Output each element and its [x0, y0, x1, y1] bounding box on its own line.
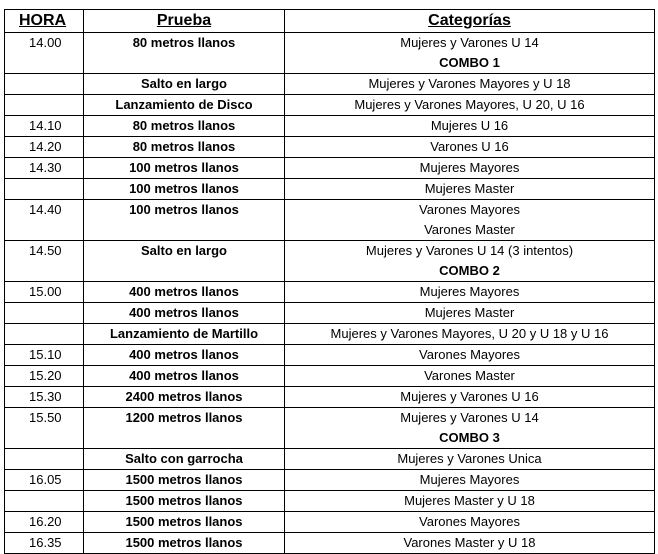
table-row: [5, 200, 655, 241]
cell-hora: [5, 324, 84, 345]
categoria-text: Mujeres Master: [424, 305, 515, 320]
cell-hora: 16.20: [5, 512, 84, 533]
cell-categorias: [285, 74, 655, 95]
cell-hora: 14.30: [5, 158, 84, 179]
categoria-text: Mujeres Master y U 18: [404, 493, 535, 508]
cell-hora: 14.40: [5, 200, 84, 241]
cell-hora: 14.20: [5, 137, 84, 158]
categoria-text: Mujeres y Varones U 16: [400, 389, 539, 404]
cell-categorias: [285, 282, 655, 303]
header-prueba: Prueba: [84, 10, 285, 33]
categoria-text: Mujeres Mayores: [419, 284, 520, 299]
categoria-text: Mujeres y Varones U 14: [400, 35, 539, 50]
categoria-text: Mujeres y Varones U 14 (3 intentos): [365, 243, 574, 258]
combo-label: COMBO 3: [439, 430, 500, 445]
cell-categorias: [285, 449, 655, 470]
cell-prueba: 80 metros llanos: [84, 137, 285, 158]
cell-categorias: [285, 470, 655, 491]
cell-categorias: [285, 158, 655, 179]
table-row: [5, 491, 655, 512]
cell-categorias: [285, 303, 655, 324]
table-row: [5, 179, 655, 200]
categoria-text: Mujeres U 16: [430, 118, 509, 133]
cell-hora: [5, 491, 84, 512]
cell-categorias: [285, 345, 655, 366]
header-hora: HORA: [5, 10, 84, 33]
cell-prueba: 1200 metros llanos: [84, 408, 285, 449]
table-row: [5, 116, 655, 137]
cell-prueba: 100 metros llanos: [84, 179, 285, 200]
categoria-text-2: Varones Master: [424, 222, 515, 237]
combo-label: COMBO 2: [439, 263, 500, 278]
cell-hora: 15.50: [5, 408, 84, 449]
table-row: [5, 345, 655, 366]
categoria-text: Mujeres y Varones U 14: [400, 410, 539, 425]
schedule-table: [4, 9, 655, 554]
table-row: [5, 449, 655, 470]
cell-prueba: 1500 metros llanos: [84, 512, 285, 533]
table-row: [5, 241, 655, 282]
cell-prueba: 80 metros llanos: [84, 116, 285, 137]
cell-prueba: 100 metros llanos: [84, 200, 285, 241]
cell-hora: 15.10: [5, 345, 84, 366]
cell-categorias: [285, 200, 655, 241]
categoria-text: Mujeres Master: [424, 181, 515, 196]
categoria-text: Mujeres y Varones Mayores, U 20 y U 18 y U 16: [330, 326, 609, 341]
categoria-text: Varones Master: [424, 368, 515, 383]
categoria-text: Varones Mayores: [419, 514, 520, 529]
cell-prueba: 1500 metros llanos: [84, 470, 285, 491]
categoria-text: Varones Mayores: [419, 347, 520, 362]
cell-categorias: [285, 241, 655, 282]
cell-categorias: [285, 95, 655, 116]
cell-prueba: 80 metros llanos: [84, 33, 285, 74]
cell-categorias: [285, 366, 655, 387]
combo-label: COMBO 1: [439, 55, 500, 70]
table-row: [5, 282, 655, 303]
schedule-body: [5, 33, 655, 554]
cell-hora: 15.00: [5, 282, 84, 303]
cell-hora: 14.00: [5, 33, 84, 74]
cell-prueba: 2400 metros llanos: [84, 387, 285, 408]
table-row: [5, 137, 655, 158]
cell-hora: [5, 179, 84, 200]
cell-prueba: 400 metros llanos: [84, 366, 285, 387]
cell-hora: 14.10: [5, 116, 84, 137]
cell-hora: 15.30: [5, 387, 84, 408]
cell-prueba: 1500 metros llanos: [84, 491, 285, 512]
cell-prueba: 100 metros llanos: [84, 158, 285, 179]
cell-prueba: Salto con garrocha: [84, 449, 285, 470]
cell-categorias: [285, 512, 655, 533]
cell-prueba: 1500 metros llanos: [84, 533, 285, 554]
cell-prueba: 400 metros llanos: [84, 282, 285, 303]
table-row: [5, 366, 655, 387]
cell-hora: 16.35: [5, 533, 84, 554]
cell-categorias: [285, 179, 655, 200]
cell-prueba: Lanzamiento de Disco: [84, 95, 285, 116]
cell-hora: 16.05: [5, 470, 84, 491]
cell-categorias: [285, 137, 655, 158]
categoria-text: Mujeres y Varones Mayores y U 18: [368, 76, 571, 91]
table-row: [5, 303, 655, 324]
cell-hora: [5, 449, 84, 470]
table-row: [5, 33, 655, 74]
table-row: [5, 324, 655, 345]
table-row: [5, 158, 655, 179]
categoria-text: Mujeres y Varones Mayores, U 20, U 16: [354, 97, 585, 112]
cell-hora: [5, 303, 84, 324]
categoria-text: Varones Mayores: [419, 202, 520, 217]
header-row: [5, 10, 655, 33]
cell-categorias: [285, 324, 655, 345]
categoria-text: Varones U 16: [430, 139, 509, 154]
cell-hora: [5, 95, 84, 116]
cell-categorias: [285, 408, 655, 449]
schedule-table-wrapper: [4, 9, 655, 554]
cell-hora: 15.20: [5, 366, 84, 387]
cell-prueba: Salto en largo: [84, 241, 285, 282]
table-row: [5, 470, 655, 491]
table-row: [5, 512, 655, 533]
cell-prueba: 400 metros llanos: [84, 345, 285, 366]
categoria-text: Varones Master y U 18: [403, 535, 536, 550]
cell-categorias: [285, 533, 655, 554]
cell-hora: 14.50: [5, 241, 84, 282]
cell-categorias: [285, 491, 655, 512]
cell-prueba: Lanzamiento de Martillo: [84, 324, 285, 345]
cell-categorias: [285, 116, 655, 137]
table-row: [5, 408, 655, 449]
cell-hora: [5, 74, 84, 95]
header-categorias: Categorías: [285, 10, 655, 33]
cell-categorias: [285, 387, 655, 408]
cell-prueba: 400 metros llanos: [84, 303, 285, 324]
table-row: [5, 95, 655, 116]
cell-categorias: [285, 33, 655, 74]
table-row: [5, 74, 655, 95]
cell-prueba: Salto en largo: [84, 74, 285, 95]
table-row: [5, 387, 655, 408]
categoria-text: Mujeres Mayores: [419, 160, 520, 175]
categoria-text: Mujeres Mayores: [419, 472, 520, 487]
table-row: [5, 533, 655, 554]
categoria-text: Mujeres y Varones Unica: [397, 451, 542, 466]
